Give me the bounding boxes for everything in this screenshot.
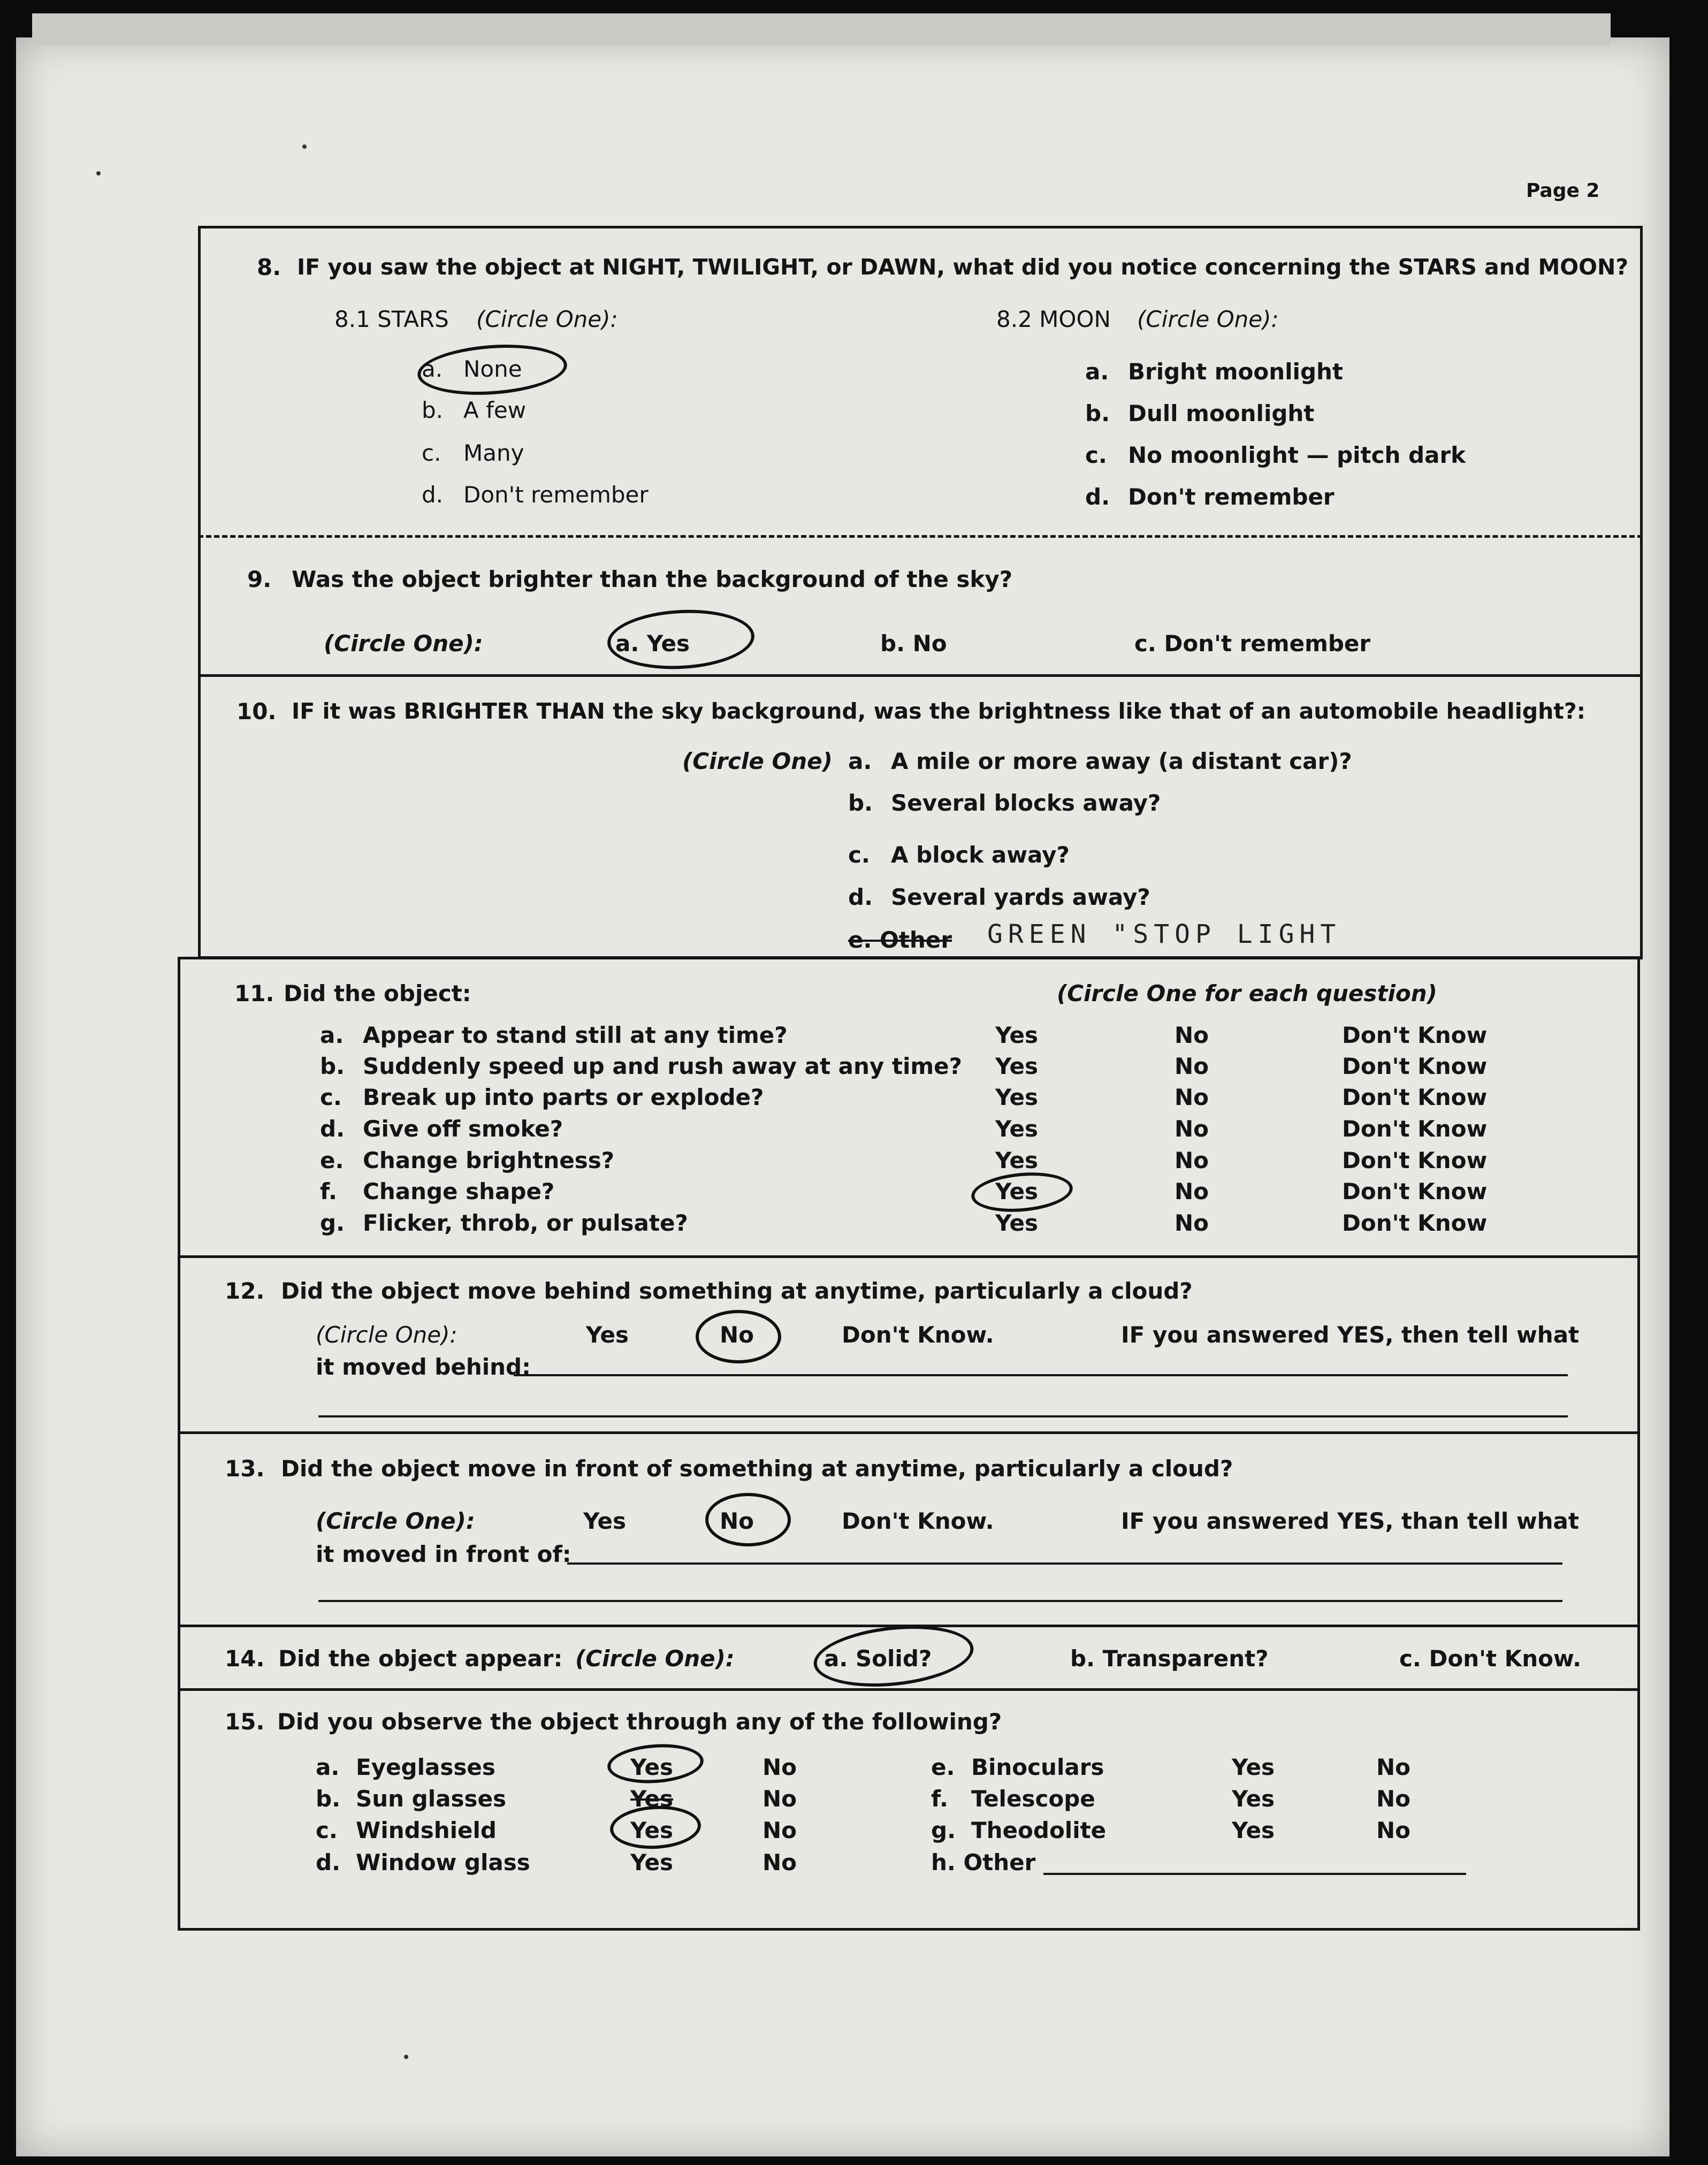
q11-g-letter: g. (320, 1210, 345, 1236)
q15-b-yes[interactable]: Yes (630, 1786, 674, 1812)
q15-f-yes[interactable]: Yes (1232, 1786, 1275, 1812)
q10-text: IF it was BRIGHTER THAN the sky background, was the brightness like that of an automobile headlight?: (292, 698, 1586, 724)
divider-9-10 (198, 674, 1643, 677)
q14-option-b[interactable]: b. Transparent? (1070, 1645, 1269, 1672)
moon-title: 8.2 MOON (996, 306, 1111, 332)
q11-number: 11. (234, 980, 274, 1007)
divider-14-15 (178, 1688, 1640, 1691)
stars-d-letter[interactable]: d. (422, 482, 444, 508)
q11-a-dk[interactable]: Don't Know (1342, 1022, 1488, 1048)
stars-b-label[interactable]: A few (463, 397, 527, 423)
circle-mark-q13-no (705, 1493, 791, 1546)
q13-answer-line-2[interactable] (318, 1600, 1562, 1602)
q15-a-letter: a. (316, 1754, 340, 1780)
q13-moved-label: it moved in front of: (316, 1541, 571, 1567)
q15-d-letter: d. (316, 1849, 341, 1876)
stars-instr: (Circle One): (476, 306, 618, 332)
q10-b-label[interactable]: Several blocks away? (891, 790, 1161, 816)
moon-d-letter[interactable]: d. (1085, 484, 1110, 510)
q12-answer-line-2[interactable] (318, 1415, 1568, 1417)
q11-a-letter: a. (320, 1022, 344, 1048)
q11-g-dk[interactable]: Don't Know (1342, 1210, 1488, 1236)
q15-g-no[interactable]: No (1376, 1817, 1411, 1843)
moon-a-label[interactable]: Bright moonlight (1128, 359, 1343, 385)
q15-e-label: Binoculars (971, 1754, 1104, 1780)
stars-c-letter[interactable]: c. (422, 440, 441, 466)
moon-c-letter[interactable]: c. (1085, 442, 1107, 468)
q15-number: 15. (225, 1709, 265, 1735)
q15-other-line[interactable] (1043, 1873, 1466, 1875)
moon-a-letter[interactable]: a. (1085, 359, 1109, 385)
q11-e-dk[interactable]: Don't Know (1342, 1147, 1488, 1173)
page-label: Page 2 (1526, 180, 1600, 202)
q10-a-label[interactable]: A mile or more away (a distant car)? (891, 748, 1352, 774)
q8-text: IF you saw the object at NIGHT, TWILIGHT, or DAWN, what did you notice concerning the STARS and MOON? (297, 254, 1629, 280)
q11-f-dk[interactable]: Don't Know (1342, 1178, 1488, 1205)
q11-a-label: Appear to stand still at any time? (363, 1022, 788, 1048)
q15-f-letter: f. (931, 1786, 948, 1812)
q11-instr: (Circle One for each question) (1057, 980, 1437, 1007)
q15-c-no[interactable]: No (762, 1817, 797, 1843)
q11-d-no[interactable]: No (1175, 1116, 1209, 1142)
moon-b-letter[interactable]: b. (1085, 400, 1110, 426)
q11-d-dk[interactable]: Don't Know (1342, 1116, 1488, 1142)
q10-b-letter[interactable]: b. (848, 790, 873, 816)
q15-g-label: Theodolite (971, 1817, 1107, 1843)
q13-number: 13. (225, 1455, 265, 1482)
q15-c-label: Windshield (356, 1817, 497, 1843)
q11-a-yes[interactable]: Yes (995, 1022, 1039, 1048)
q10-a-letter[interactable]: a. (848, 748, 872, 774)
q11-c-dk[interactable]: Don't Know (1342, 1084, 1488, 1110)
q11-b-letter: b. (320, 1053, 345, 1079)
q15-a-label: Eyeglasses (356, 1754, 495, 1780)
q14-option-c[interactable]: c. Don't Know. (1399, 1645, 1582, 1672)
q12-answer-line-1[interactable] (514, 1374, 1568, 1376)
q9-instr: (Circle One): (324, 630, 483, 657)
q11-e-no[interactable]: No (1175, 1147, 1209, 1173)
q12-number: 12. (225, 1278, 265, 1304)
q15-d-label: Window glass (356, 1849, 530, 1876)
q11-c-no[interactable]: No (1175, 1084, 1209, 1110)
q15-e-yes[interactable]: Yes (1232, 1754, 1275, 1780)
q13-no[interactable]: No (720, 1508, 754, 1534)
q15-c-letter: c. (316, 1817, 338, 1843)
speck (96, 171, 101, 176)
q15-b-label: Sun glasses (356, 1786, 506, 1812)
q13-instr: (Circle One): (316, 1508, 475, 1534)
moon-d-label[interactable]: Don't remember (1128, 484, 1335, 510)
divider-8-9 (198, 535, 1643, 538)
q15-a-no[interactable]: No (762, 1754, 797, 1780)
moon-c-label[interactable]: No moonlight — pitch dark (1128, 442, 1466, 468)
q11-e-yes[interactable]: Yes (995, 1147, 1039, 1173)
q10-d-letter[interactable]: d. (848, 884, 873, 910)
q10-d-label[interactable]: Several yards away? (891, 884, 1150, 910)
q14-number: 14. (225, 1645, 265, 1672)
q11-b-no[interactable]: No (1175, 1053, 1209, 1079)
q12-yes[interactable]: Yes (586, 1322, 629, 1348)
q10-c-label[interactable]: A block away? (891, 842, 1070, 868)
q11-f-label: Change shape? (363, 1178, 555, 1205)
q12-followup: IF you answered YES, then tell what (1121, 1322, 1580, 1348)
q10-other-label[interactable]: e. Other (848, 927, 952, 953)
q11-d-letter: d. (320, 1116, 345, 1142)
q12-dk[interactable]: Don't Know. (842, 1322, 994, 1348)
q11-a-no[interactable]: No (1175, 1022, 1209, 1048)
q10-number: 10. (237, 698, 277, 725)
speck (302, 144, 307, 149)
q11-g-no[interactable]: No (1175, 1210, 1209, 1236)
q13-yes[interactable]: Yes (583, 1508, 627, 1534)
divider-10-11 (198, 957, 1643, 959)
q11-text: Did the object: (284, 980, 471, 1007)
q10-instr: (Circle One) (682, 748, 833, 774)
q15-c-yes[interactable]: Yes (630, 1817, 674, 1843)
q9-option-b[interactable]: b. No (880, 630, 947, 657)
q15-other-label: h. Other (931, 1849, 1036, 1876)
q15-g-letter: g. (931, 1817, 956, 1843)
q9-option-c[interactable]: c. Don't remember (1134, 630, 1371, 657)
q11-e-letter: e. (320, 1147, 344, 1173)
q11-d-label: Give off smoke? (363, 1116, 563, 1142)
q10-c-letter[interactable]: c. (848, 842, 870, 868)
stars-a-label[interactable]: None (463, 356, 522, 382)
q11-f-letter: f. (320, 1178, 337, 1205)
q11-b-yes[interactable]: Yes (995, 1053, 1039, 1079)
q15-d-no[interactable]: No (762, 1849, 797, 1876)
q9-option-a[interactable]: a. Yes (615, 630, 690, 657)
moon-b-label[interactable]: Dull moonlight (1128, 400, 1315, 426)
q15-d-yes[interactable]: Yes (630, 1849, 674, 1876)
q11-e-label: Change brightness? (363, 1147, 615, 1173)
divider-12-13 (178, 1431, 1640, 1434)
q9-text: Was the object brighter than the background of the sky? (292, 566, 1013, 592)
q14-instr: (Circle One): (575, 1645, 735, 1672)
q15-text: Did you observe the object through any of the following? (277, 1709, 1002, 1735)
circle-mark-q12-no (696, 1310, 781, 1363)
q10-handwritten-answer: GREEN "STOP LIGHT (987, 919, 1341, 949)
q11-d-yes[interactable]: Yes (995, 1116, 1039, 1142)
q15-f-no[interactable]: No (1376, 1786, 1411, 1812)
q15-e-letter: e. (931, 1754, 955, 1780)
stars-b-letter[interactable]: b. (422, 397, 444, 423)
q9-number: 9. (247, 566, 272, 592)
stars-d-label[interactable]: Don't remember (463, 482, 649, 508)
q11-g-yes[interactable]: Yes (995, 1210, 1039, 1236)
q15-b-no[interactable]: No (762, 1786, 797, 1812)
q11-c-letter: c. (320, 1084, 342, 1110)
speck (404, 2055, 408, 2059)
q13-followup: IF you answered YES, than tell what (1121, 1508, 1579, 1534)
q13-text: Did the object move in front of something at anytime, particularly a cloud? (281, 1455, 1233, 1482)
q11-f-yes[interactable]: Yes (995, 1178, 1039, 1205)
stars-c-label[interactable]: Many (463, 440, 524, 466)
q8-number: 8. (257, 254, 281, 280)
q11-b-dk[interactable]: Don't Know (1342, 1053, 1488, 1079)
q11-c-label: Break up into parts or explode? (363, 1084, 764, 1110)
q15-b-letter: b. (316, 1786, 341, 1812)
q12-no[interactable]: No (720, 1322, 754, 1348)
stars-title: 8.1 STARS (334, 306, 449, 332)
q15-a-yes[interactable]: Yes (630, 1754, 674, 1780)
q11-c-yes[interactable]: Yes (995, 1084, 1039, 1110)
q13-dk[interactable]: Don't Know. (842, 1508, 994, 1534)
q11-f-no[interactable]: No (1175, 1178, 1209, 1205)
top-margin-strip (32, 13, 1611, 45)
q15-f-label: Telescope (971, 1786, 1095, 1812)
q14-option-a[interactable]: a. Solid? (824, 1645, 932, 1672)
q13-answer-line-1[interactable] (567, 1562, 1562, 1565)
q11-b-label: Suddenly speed up and rush away at any time? (363, 1053, 962, 1079)
q15-g-yes[interactable]: Yes (1232, 1817, 1275, 1843)
divider-11-12 (178, 1255, 1640, 1258)
q12-instr: (Circle One): (316, 1322, 458, 1348)
q12-text: Did the object move behind something at anytime, particularly a cloud? (281, 1278, 1193, 1304)
q15-e-no[interactable]: No (1376, 1754, 1411, 1780)
q12-moved-label: it moved behind: (316, 1354, 531, 1380)
q11-g-label: Flicker, throb, or pulsate? (363, 1210, 688, 1236)
q14-text: Did the object appear: (278, 1645, 563, 1672)
stars-a-letter[interactable]: a. (422, 356, 443, 382)
moon-instr: (Circle One): (1137, 306, 1279, 332)
